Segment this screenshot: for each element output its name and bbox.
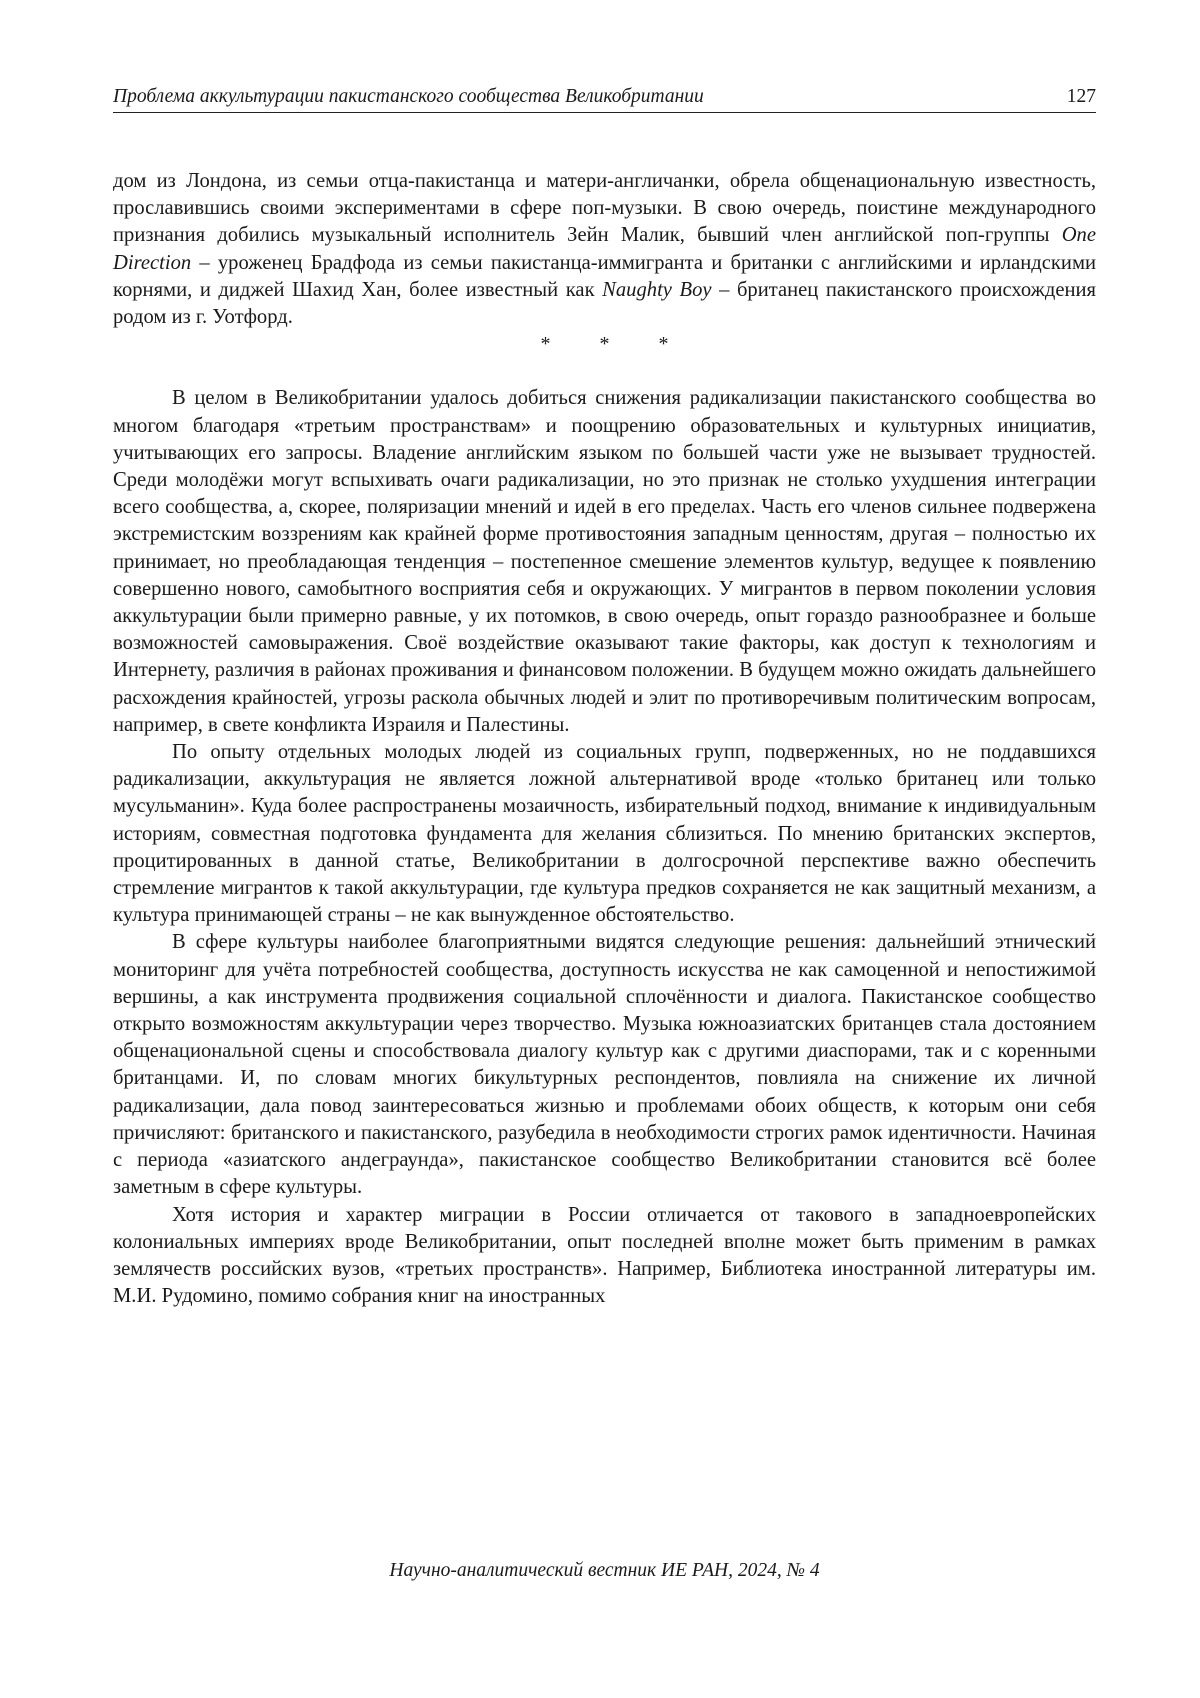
section-separator bbox=[113, 331, 1096, 358]
paragraph-continuation bbox=[113, 168, 1096, 331]
running-title: Проблема аккультурации пакистанского сообщества Великобритании bbox=[113, 86, 704, 107]
separator-star: * bbox=[658, 333, 669, 356]
artist-alias: Naughty Boy bbox=[602, 278, 712, 301]
article-body bbox=[113, 168, 1096, 1310]
paragraph: Хотя история и характер миграции в России отличается от такового в западноевропейских колониальных империях вроде Великобритании, опыт последней вполне может быть применим в рамках землячеств российских вузов, «третьих пространств». Например, Библиотека иностранной литературы им. М.И. Рудомино, помимо собрания книг на иностранных bbox=[113, 1203, 1096, 1308]
paragraph: По опыту отдельных молодых людей из социальных групп, подверженных, но не поддавшихся радикализации, аккультурация не является ложной альтернативой вроде «только британец или только мусульманин». Куда более распространены мозаичность, избирательный подход, внимание к индивидуальным историям, совместная подготовка фундамента для желания сблизиться. По мнению британских экспертов, процитированных в данной статье, Великобритании в долгосрочной перспективе важно обеспечить стремление мигрантов к такой аккультурации, где культура предков сохраняется не как защитный механизм, а культура принимающей страны – не как вынужденное обстоятельство. bbox=[113, 741, 1096, 927]
running-header bbox=[113, 80, 1096, 113]
separator-star: * bbox=[540, 333, 551, 356]
band-name: One Direction bbox=[113, 224, 1096, 274]
paragraph-text: дом из Лондона, из семьи отца-пакистанца и матери-англичанки, обрела общенациональную известность, прославившись своими экспериментами в сфере поп-музыки. В свою очередь, поистине международного признания добились музыкальный исполнитель Зейн Малик, бывший член английской поп-группы bbox=[113, 170, 1096, 247]
paragraph: В целом в Великобритании удалось добиться снижения радикализации пакистанского сообщества во многом благодаря «третьим пространствам» и поощрению образовательных и культурных инициатив, учитывающих его запросы. Владение английским языком по большей части уже не вызывает трудностей. Среди молодёжи могут вспыхивать очаги радикализации, но это признак не столько ухудшения интеграции всего сообщества, а, скорее, поляризации мнений и идей в его пределах. Часть его членов сильнее подвержена экстремистским воззрениям как крайней форме противостояния западным ценностям, другая – полностью их принимает, но преобладающая тенденция – постепенное смешение элементов культур, ведущее к появлению совершенно нового, самобытного восприятия себя и окружающих. У мигрантов в первом поколении условия аккультурации были примерно равные, у их потомков, в свою очередь, опыт гораздо разнообразнее и больше возможностей самовыражения. Своё воздействие оказывают такие факторы, как доступ к технологиям и Интернету, различия в районах проживания и финансовом положении. В будущем можно ожидать дальнейшего расхождения крайностей, угрозы раскола обычных людей и элит по противоречивым политическим вопросам, например, в свете конфликта Израиля и Палестины. bbox=[113, 387, 1096, 736]
separator-star: * bbox=[599, 333, 610, 356]
paragraph-text: – уроженец Брадфода из семьи пакистанца-иммигранта и британки с английскими и ирландскими корнями, и диджей Шахид Хан, более известный как bbox=[113, 251, 1096, 301]
paragraph: В сфере культуры наиболее благоприятными видятся следующие решения: дальнейший этнический мониторинг для учёта потребностей сообщества, доступность искусства не как самоценной и непостижимой вершины, а как инструмента продвижения социальной сплочённости и диалога. Пакистанское сообщество открыто возможностям аккультурации через творчество. Музыка южноазиатских британцев стала достоянием общенациональной сцены и способствовала диалогу культур как с другими диаспорами, так и с коренными британцами. И, по словам многих бикультурных респондентов, повлияла на снижение их личной радикализации, дала повод заинтересоваться жизнью и проблемами обоих обществ, к которым они себя причисляют: британского и пакистанского, разубедила в необходимости строгих рамок идентичности. Начиная с периода «азиатского андеграунда», пакистанское сообщество Великобритании становится всё более заметным в сфере культуры. bbox=[113, 931, 1096, 1199]
paragraph-text: – британец пакистанского происхождения родом из г. Уотфорд. bbox=[113, 278, 1096, 329]
page-number: 127 bbox=[1066, 86, 1096, 107]
journal-footer: Научно-аналитический вестник ИЕ РАН, 2024, № 4 bbox=[389, 1560, 820, 1581]
